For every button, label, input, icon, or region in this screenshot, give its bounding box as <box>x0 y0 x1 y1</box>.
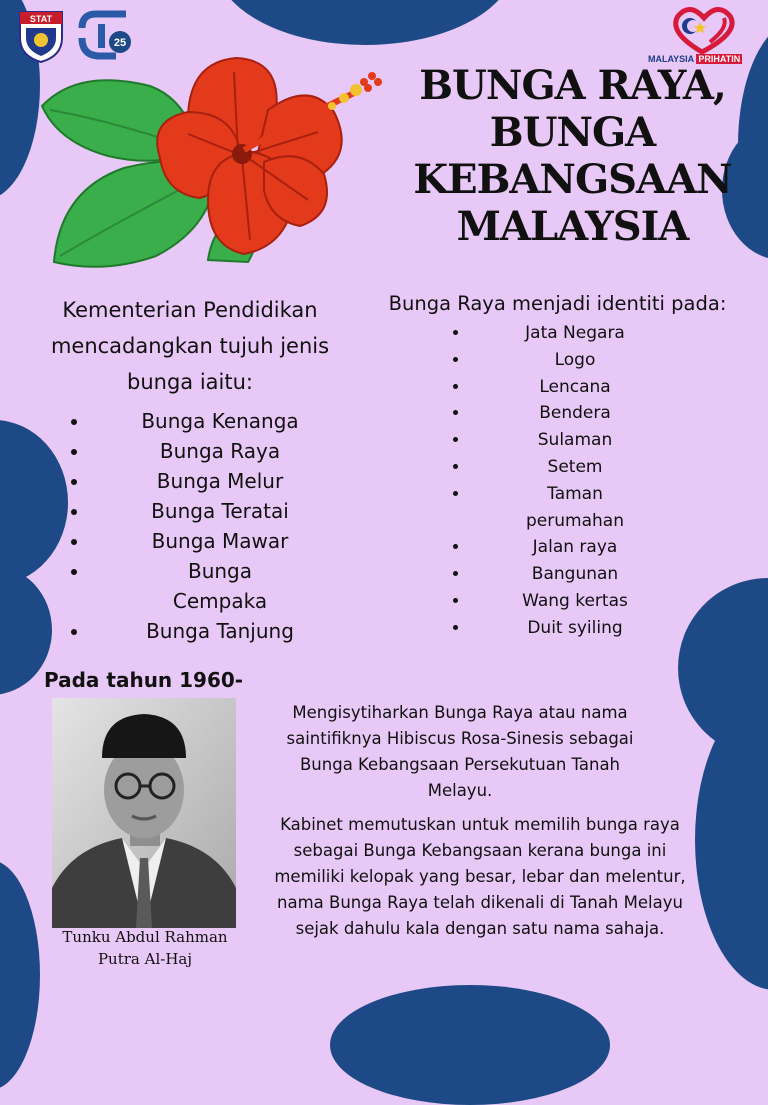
list-item: • Jalan raya <box>470 534 680 561</box>
portrait-caption: Tunku Abdul Rahman Putra Al-Haj <box>62 928 228 968</box>
declaration-paragraph: Mengisytiharkan Bunga Raya atau nama saintifiknya Hibiscus Rosa-Sinesis sebagai Bunga Kebangsaan Persekutuan Tanah Melayu. <box>286 703 634 800</box>
list-item: • Lencana <box>470 374 680 401</box>
list-item: • Duit syiling <box>470 615 680 642</box>
list-item: • Bunga Cempaka <box>90 556 350 616</box>
identity-section <box>360 290 755 642</box>
prihatin-logo-text: PRIHATIN <box>698 54 741 64</box>
decor-blob-bottom-left <box>0 860 40 1090</box>
decor-blob-top-center <box>215 0 515 45</box>
list-item: • Bangunan <box>470 561 680 588</box>
year-label: Pada tahun 1960- <box>44 668 244 692</box>
title-line: BUNGA <box>489 109 656 156</box>
decor-blob-bottom-center <box>330 985 610 1105</box>
list-item: • Jata Negara <box>470 320 680 347</box>
list-item: • Setem <box>470 454 680 481</box>
proposed-flowers-list <box>30 406 350 646</box>
list-item: • Bunga Kenanga <box>90 406 350 436</box>
list-item: • Sulaman <box>470 427 680 454</box>
list-item: • Bunga Teratai <box>90 496 350 526</box>
decor-blob-right-bottom <box>695 690 768 990</box>
list-item: • Bunga Raya <box>90 436 350 466</box>
hibiscus-flower-illustration <box>38 50 388 275</box>
proposed-flowers-section <box>30 292 350 646</box>
title-line: MALAYSIA <box>456 203 689 250</box>
identity-list <box>360 320 680 642</box>
list-item: • Bunga Tanjung <box>90 616 350 646</box>
malaysia-prihatin-logo <box>648 4 758 68</box>
identity-heading: Bunga Raya menjadi identiti pada: <box>388 292 727 315</box>
title-line: BUNGA RAYA, <box>419 62 726 109</box>
cabinet-decision-paragraph: Kabinet memutuskan untuk memilih bunga raya sebagai Bunga Kebangsaan kerana bunga ini memiliki kelopak yang besar, lebar dan melentur, nama Bunga Raya telah dikenali di Tanah Melayu sejak dahulu kala dengan satu nama sahaja. <box>274 815 686 938</box>
list-item: • Wang kertas <box>470 588 680 615</box>
list-item: • Bendera <box>470 400 680 427</box>
list-item: • Bunga Mawar <box>90 526 350 556</box>
school-badge-text: STAT <box>29 14 53 24</box>
page-title <box>400 62 745 250</box>
title-line: KEBANGSAAN <box>413 156 732 203</box>
list-item: • Logo <box>470 347 680 374</box>
list-item: • Taman perumahan <box>470 481 680 535</box>
anniversary-number: 25 <box>113 37 127 49</box>
list-item: • Bunga Melur <box>90 466 350 496</box>
portrait-photo <box>52 698 236 928</box>
proposed-flowers-intro: Kementerian Pendidikan mencadangkan tujuh jenis bunga iaitu: <box>50 298 330 394</box>
malaysia-logo-text: MALAYSIA <box>648 54 694 64</box>
